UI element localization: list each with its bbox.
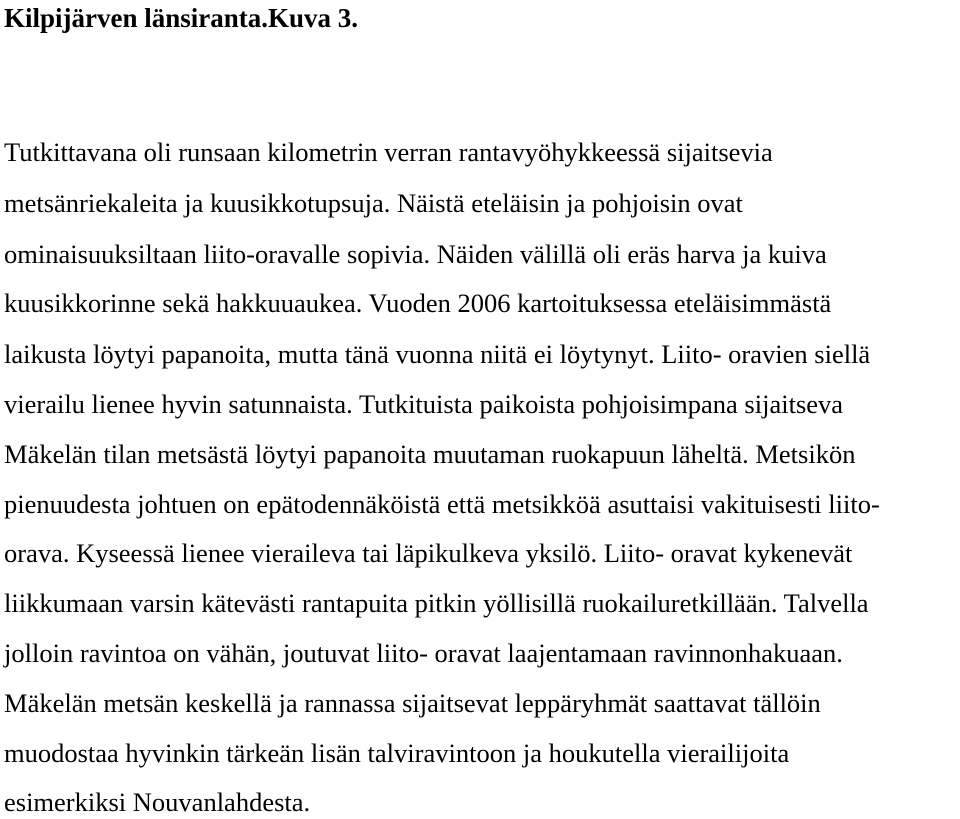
paragraph-line: metsänriekaleita ja kuusikkotupsuja. Näistä eteläisin ja pohjoisin ovat bbox=[4, 188, 743, 218]
paragraph-line: pienuudesta johtuen on epätodennäköistä että metsikköä asuttaisi vakituisesti liito- bbox=[4, 489, 880, 519]
paragraph-line: orava. Kyseessä lienee vieraileva tai läpikulkeva yksilö. Liito- oravat kykenevät bbox=[4, 538, 853, 568]
paragraph-line: laikusta löytyi papanoita, mutta tänä vuonna niitä ei löytynyt. Liito- oravien siellä bbox=[4, 339, 871, 369]
paragraph-line: ominaisuuksiltaan liito-oravalle sopivia. Näiden välillä oli eräs harva ja kuiva bbox=[4, 239, 827, 269]
paragraph-line: liikkumaan varsin kätevästi rantapuita pitkin yöllisillä ruokailuretkillään. Talvella bbox=[4, 588, 869, 618]
paragraph-line: esimerkiksi Nouvanlahdesta. bbox=[4, 787, 311, 817]
paragraph-line: muodostaa hyvinkin tärkeän lisän talviravintoon ja houkutella vierailijoita bbox=[4, 738, 790, 768]
document-heading: Kilpijärven länsiranta.Kuva 3. bbox=[4, 3, 359, 33]
paragraph-line: Mäkelän tilan metsästä löytyi papanoita muutaman ruokapuun läheltä. Metsikön bbox=[4, 439, 856, 469]
paragraph-line: Mäkelän metsän keskellä ja rannassa sijaitsevat leppäryhmät saattavat tällöin bbox=[4, 688, 821, 718]
paragraph-line: vierailu lienee hyvin satunnaista. Tutkituista paikoista pohjoisimpana sijaitseva bbox=[4, 389, 844, 419]
paragraph-line: Tutkittavana oli runsaan kilometrin verran rantavyöhykkeessä sijaitsevia bbox=[4, 137, 773, 167]
paragraph-line: jolloin ravintoa on vähän, joutuvat liito- oravat laajentamaan ravinnonhakuaan. bbox=[4, 638, 843, 668]
paragraph-line: kuusikkorinne sekä hakkuuaukea. Vuoden 2006 kartoituksessa eteläisimmästä bbox=[4, 288, 832, 318]
